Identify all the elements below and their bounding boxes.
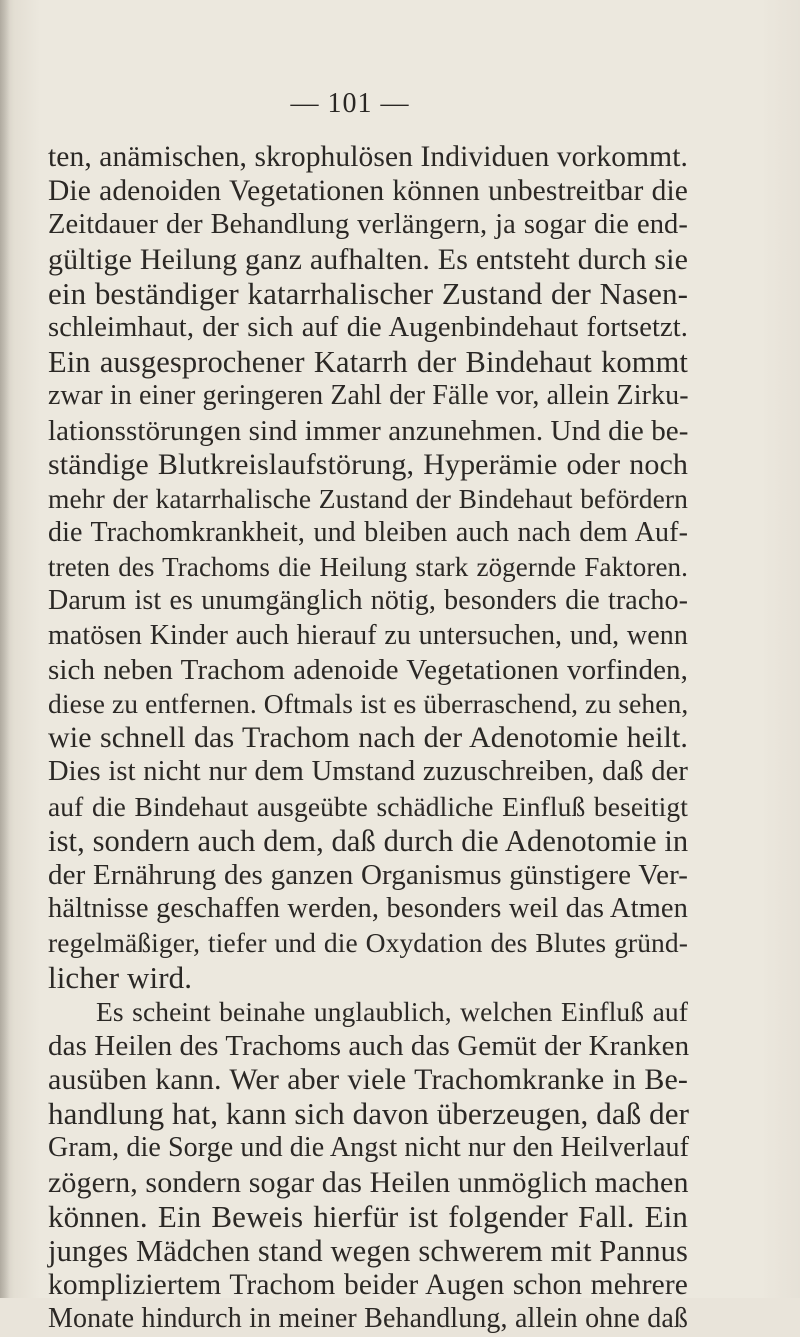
text-line: handlung hat, kann sich davon überzeugen, daß der: [48, 1096, 690, 1132]
text-line: ausüben kann. Wer aber viele Trachomkranke in Be-: [48, 1063, 688, 1097]
text-line: die Trachomkrankheit, und bleiben auch nach dem Auf-: [48, 517, 688, 549]
text-line: schleimhaut, der sich auf die Augenbindehaut fortsetzt.: [48, 311, 688, 343]
text-line: kompliziertem Trachom beider Augen schon mehrere: [48, 1269, 688, 1302]
text-line: ist, sondern auch dem, daß durch die Adenotomie in: [48, 823, 689, 858]
text-line: auf die Bindehaut ausgeübte schädliche Einfluß beseitigt: [48, 790, 688, 822]
text-line: Es scheint beinahe unglaublich, welchen Einfluß auf: [96, 995, 688, 1027]
body-text: [48, 140, 688, 1337]
text-line: Zeitdauer der Behandlung verlängern, ja sogar die end-: [48, 209, 688, 241]
page-edge-shadow: [0, 0, 10, 1298]
text-line: sich neben Trachom adenoide Vegetationen vorfinden,: [48, 653, 688, 686]
text-line: ein beständiger katarrhalischer Zustand der Nasen-: [48, 275, 688, 311]
text-line: der Ernährung des ganzen Organismus günstigere Ver-: [48, 858, 688, 891]
text-line: können. Ein Beweis hierfür ist folgender Fall. Ein: [48, 1198, 688, 1234]
text-line: ten, anämischen, skrophulösen Individuen vorkommt.: [48, 141, 688, 173]
text-line: ständige Blutkreislaufstörung, Hyperämie oder noch: [48, 447, 688, 481]
text-line: diese zu entfernen. Oftmals ist es überraschend, zu sehen,: [48, 688, 689, 719]
text-line: regelmäßiger, tiefer und die Oxydation des Blutes gründ-: [48, 927, 688, 959]
text-line: hältnisse geschaffen werden, besonders weil das Atmen: [48, 893, 688, 925]
text-line: wie schnell das Trachom nach der Adenotomie heilt.: [48, 721, 688, 755]
text-line: Darum ist es unumgänglich nötig, besonders die tracho-: [48, 585, 688, 617]
text-line: matösen Kinder auch hierauf zu untersuchen, und, wenn: [48, 619, 688, 651]
text-line: junges Mädchen stand wegen schwerem mit Pannus: [48, 1234, 688, 1268]
text-line: das Heilen des Trachoms auch das Gemüt der Kranken: [48, 1029, 690, 1062]
text-line: licher wird.: [48, 959, 193, 995]
text-line: Dies ist nicht nur dem Umstand zuzuschreiben, daß der: [48, 756, 688, 788]
text-line: Monate hindurch in meiner Behandlung, allein ohne daß: [48, 1303, 688, 1335]
text-line: treten des Trachoms die Heilung stark zögernde Faktoren.: [48, 552, 688, 583]
text-line: lationsstörungen sind immer anzunehmen. Und die be-: [48, 414, 689, 447]
text-line: zwar in einer geringeren Zahl der Fälle vor, allein Zirku-: [48, 380, 689, 412]
text-line: gültige Heilung ganz aufhalten. Es entsteht durch sie: [48, 242, 688, 276]
text-line: Ein ausgesprochener Katarrh der Bindehaut kommt: [48, 345, 688, 380]
page-number: — 101 —: [290, 88, 410, 119]
text-line: Die adenoiden Vegetationen können unbestreitbar die: [48, 175, 688, 208]
text-line: Gram, die Sorge und die Angst nicht nur den Heilverlauf: [48, 1132, 690, 1164]
text-line: zögern, sondern sogar das Heilen unmöglich machen: [48, 1165, 689, 1199]
text-line: mehr der katarrhalische Zustand der Bindehaut befördern: [48, 482, 688, 514]
